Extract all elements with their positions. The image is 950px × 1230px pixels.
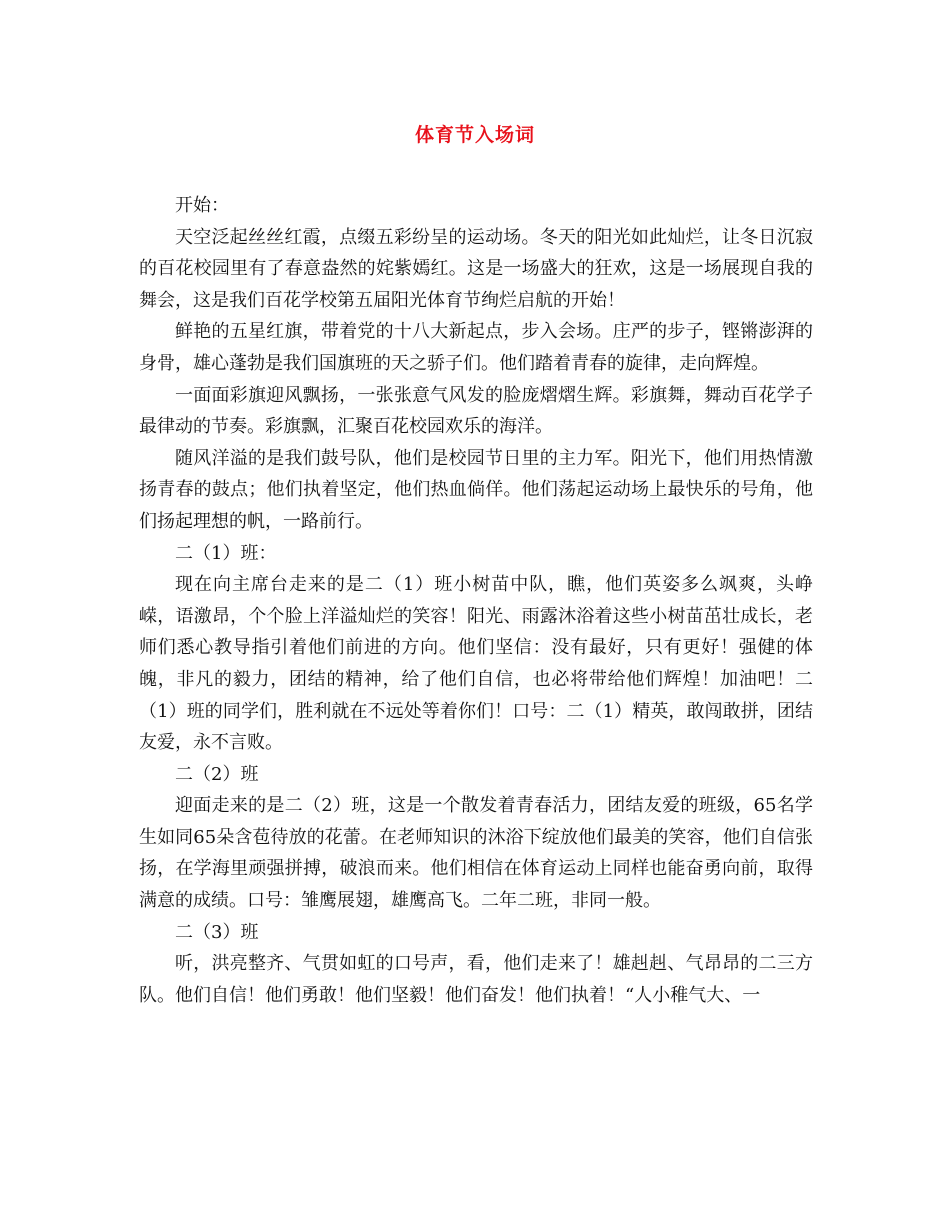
document-title: 体育节入场词 — [414, 124, 535, 146]
paragraph: 鲜艳的五星红旗，带着党的十八大新起点，步入会场。庄严的步子，铿锵澎湃的身骨，雄心蓬勃是我们国旗班的天之骄子们。他们踏着青春的旋律，走向辉煌。 — [139, 321, 813, 374]
paragraph: 迎面走来的是二（2）班，这是一个散发着青春活力，团结友爱的班级，65名学生如同65朵含苞待放的花蕾。在老师知识的沐浴下绽放他们最美的笑容，他们自信张扬，在学海里顽强拼搏，破浪而来。他们相信在体育运动上同样也能奋勇向前，取得满意的成绩。口号：雏鹰展翅，雄鹰高飞。二年二班，非同一般。 — [139, 795, 813, 912]
class-heading-2-3: 二（3）班 — [175, 921, 259, 943]
paragraph: 天空泛起丝丝红霞，点缀五彩纷呈的运动场。冬天的阳光如此灿烂，让冬日沉寂的百花校园里有了春意盎然的姹紫嫣红。这是一场盛大的狂欢，这是一场展现自我的舞会，这是我们百花学校第五届阳光体育节绚烂启航的开始！ — [139, 226, 813, 311]
paragraph: 随风洋溢的是我们鼓号队，他们是校园节日里的主力军。阳光下，他们用热情激扬青春的鼓点；他们执着坚定，他们热血倘佯。他们荡起运动场上最快乐的号角，他们扬起理想的帆，一路前行。 — [139, 447, 813, 532]
document-body — [139, 190, 813, 1011]
class-heading-2-1: 二（1）班： — [175, 542, 277, 564]
paragraph-opening-label: 开始： — [175, 195, 229, 216]
paragraph: 现在向主席台走来的是二（1）班小树苗中队，瞧，他们英姿多么飒爽，头峥嵘，语激昂，个个脸上洋溢灿烂的笑容！阳光、雨露沐浴着这些小树苗茁壮成长，老师们悉心教导指引着他们前进的方向。他们坚信：没有最好，只有更好！强健的体魄，非凡的毅力，团结的精神，给了他们自信，也必将带给他们辉煌！加油吧！二（1）班的同学们，胜利就在不远处等着你们！口号：二（1）精英，敢闯敢拼，团结友爱，永不言败。 — [139, 574, 813, 754]
paragraph: 一面面彩旗迎风飘扬，一张张意气风发的脸庞熠熠生辉。彩旗舞，舞动百花学子最律动的节奏。彩旗飘，汇聚百花校园欢乐的海洋。 — [139, 384, 813, 438]
paragraph: 听，洪亮整齐、气贯如虹的口号声，看，他们走来了！雄赳赳、气昂昂的二三方队。他们自信！他们勇敢！他们坚毅！他们奋发！他们执着！“人小稚气大、一 — [139, 953, 813, 1006]
class-heading-2-2: 二（2）班 — [175, 763, 259, 785]
